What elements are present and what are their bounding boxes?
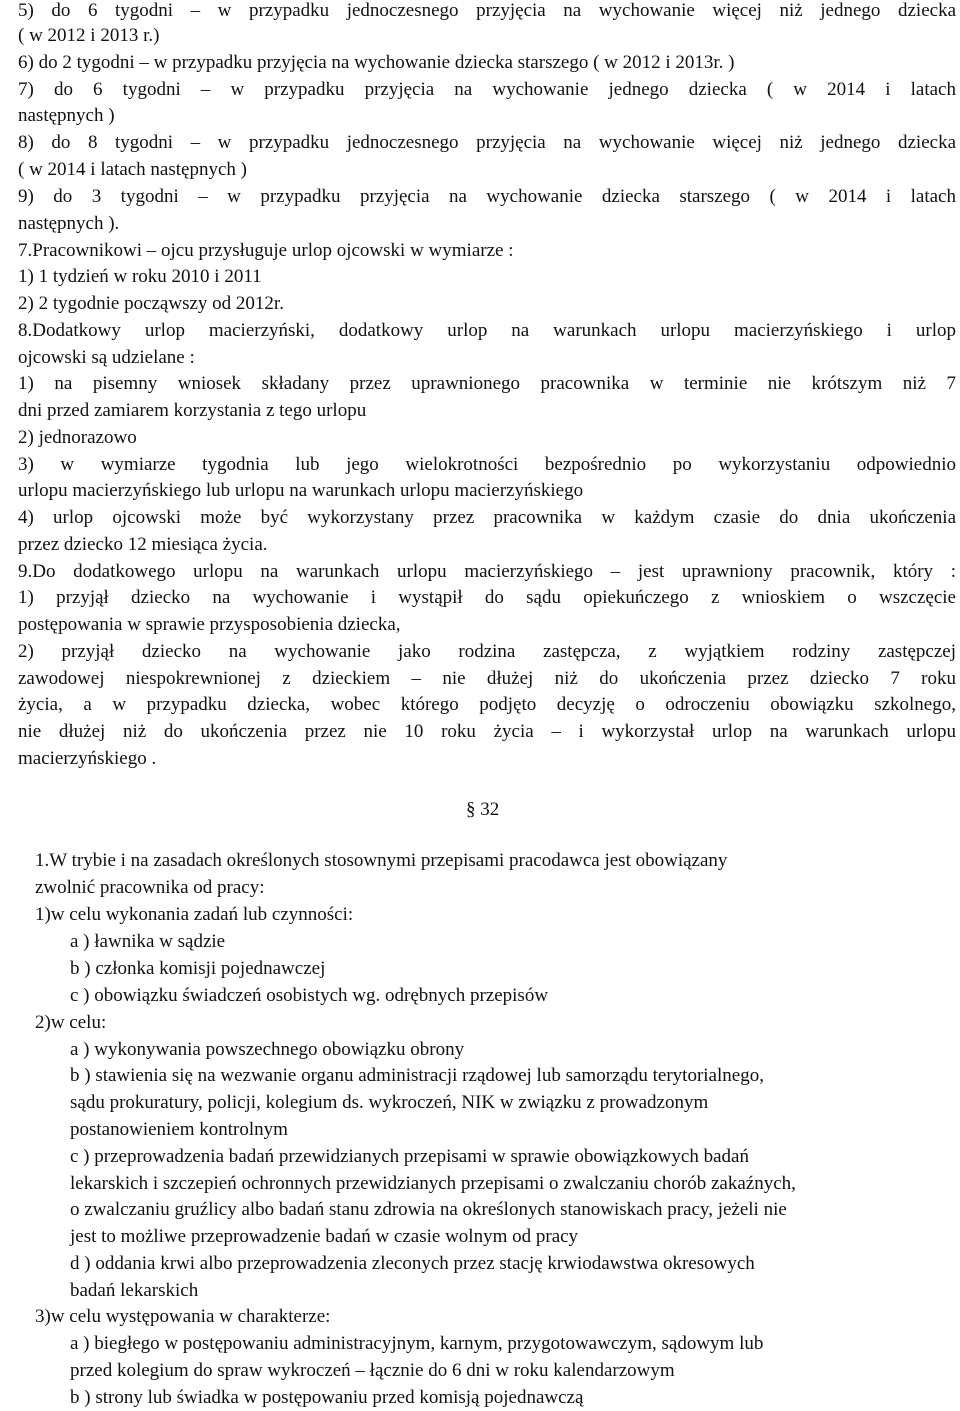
text-line: postanowieniem kontrolnym	[70, 1119, 288, 1140]
text-line: b ) strony lub świadka w postępowaniu przed komisją pojednawczą	[70, 1387, 584, 1408]
text-line: 1)w celu wykonania zadań lub czynności:	[35, 904, 354, 925]
text-line: postępowania w sprawie przysposobienia dziecka,	[18, 614, 401, 635]
text-line: 8) do 8 tygodni – w przypadku jednoczesnego przyjęcia na wychowanie więcej niż jednego dziecka	[18, 132, 956, 153]
text-line: nie dłużej niż do ukończenia przez nie 10 roku życia – i wykorzystał urlop na warunkach urlopu	[18, 721, 956, 742]
text-line: zawodowej niespokrewnionej z dzieckiem – nie dłużej niż do ukończenia przez dziecko 7 roku	[18, 668, 956, 689]
text-line: b ) członka komisji pojednawczej	[70, 958, 326, 979]
text-line: 4) urlop ojcowski może być wykorzystany przez pracownika w każdym czasie do dnia ukończenia	[18, 507, 956, 528]
text-line: ojcowski są udzielane :	[18, 347, 195, 368]
text-line: ( w 2012 i 2013 r.)	[18, 25, 160, 46]
text-line: 1) na pisemny wniosek składany przez uprawnionego pracownika w terminie nie krótszym niż 7	[18, 373, 956, 394]
text-line: d ) oddania krwi albo przeprowadzenia zleconych przez stację krwiodawstwa okresowych	[70, 1253, 755, 1274]
text-line: badań lekarskich	[70, 1280, 199, 1301]
text-line: a ) ławnika w sądzie	[70, 931, 226, 952]
text-line: 6) do 2 tygodni – w przypadku przyjęcia na wychowanie dziecka starszego ( w 2012 i 2013r. )	[18, 52, 735, 73]
text-line: a ) wykonywania powszechnego obowiązku obrony	[70, 1039, 465, 1060]
text-line: 2) 2 tygodnie począwszy od 2012r.	[18, 293, 284, 314]
text-line: 3) w wymiarze tygodnia lub jego wielokrotności bezpośrednio po wykorzystaniu odpowiednio	[18, 454, 956, 475]
text-line: 1.W trybie i na zasadach określonych stosownymi przepisami pracodawca jest obowiązany	[35, 850, 728, 871]
text-line: 7.Pracownikowi – ojcu przysługuje urlop ojcowski w wymiarze :	[18, 240, 514, 261]
text-line: o zwalczaniu gruźlicy albo badań stanu zdrowia na określonych stanowiskach pracy, jeżeli nie	[70, 1199, 787, 1220]
text-line: 9.Do dodatkowego urlopu na warunkach urlopu macierzyńskiego – jest uprawniony pracownik, który :	[18, 561, 956, 582]
text-line: sądu prokuratury, policji, kolegium ds. wykroczeń, NIK w związku z prowadzonym	[70, 1092, 709, 1113]
text-line: 8.Dodatkowy urlop macierzyński, dodatkowy urlop na warunkach urlopu macierzyńskiego i urlop	[18, 320, 956, 341]
text-line: c ) obowiązku świadczeń osobistych wg. odrębnych przepisów	[70, 985, 549, 1006]
text-line: dni przed zamiarem korzystania z tego urlopu	[18, 400, 367, 421]
text-line: jest to możliwe przeprowadzenie badań w czasie wolnym od pracy	[70, 1226, 579, 1247]
text-line: ( w 2014 i latach następnych )	[18, 159, 247, 180]
text-line: macierzyńskiego .	[18, 748, 157, 769]
text-line: 7) do 6 tygodni – w przypadku przyjęcia na wychowanie jednego dziecka ( w 2014 i latach	[18, 79, 956, 100]
text-line: życia, a w przypadku dziecka, wobec którego podjęto decyzję o odroczeniu obowiązku szkolnego,	[18, 694, 956, 715]
section-heading: § 32	[466, 799, 500, 820]
text-line: 2)w celu:	[35, 1012, 107, 1033]
text-line: następnych ).	[18, 213, 120, 234]
text-line: c ) przeprowadzenia badań przewidzianych przepisami w sprawie obowiązkowych badań	[70, 1146, 749, 1167]
text-line: zwolnić pracownika od pracy:	[35, 877, 265, 898]
text-line: przez dziecko 12 miesiąca życia.	[18, 534, 268, 555]
text-line: lekarskich i szczepień ochronnych przewidzianych przepisami o zwalczaniu chorób zakaźnych,	[70, 1173, 796, 1194]
text-line: a ) biegłego w postępowaniu administracyjnym, karnym, przygotowawczym, sądowym lub	[70, 1333, 764, 1354]
text-line: urlopu macierzyńskiego lub urlopu na warunkach urlopu macierzyńskiego	[18, 480, 584, 501]
text-line: przed kolegium do spraw wykroczeń – łącznie do 6 dni w roku kalendarzowym	[70, 1360, 675, 1381]
text-line: 3)w celu występowania w charakterze:	[35, 1306, 331, 1327]
text-line: 2) jednorazowo	[18, 427, 137, 448]
text-line: 1) przyjął dziecko na wychowanie i wystąpił do sądu opiekuńczego z wnioskiem o wszczęcie	[18, 587, 956, 608]
text-line: 2) przyjął dziecko na wychowanie jako rodzina zastępcza, z wyjątkiem rodziny zastępczej	[18, 641, 956, 662]
text-line: 1) 1 tydzień w roku 2010 i 2011	[18, 266, 262, 287]
text-line: następnych )	[18, 105, 115, 126]
text-line: 9) do 3 tygodni – w przypadku przyjęcia na wychowanie dziecka starszego ( w 2014 i latach	[18, 186, 956, 207]
text-line: b ) stawienia się na wezwanie organu administracji rządowej lub samorządu terytorialnego,	[70, 1065, 764, 1086]
text-line: 5) do 6 tygodni – w przypadku jednoczesnego przyjęcia na wychowanie więcej niż jednego dziecka	[18, 0, 956, 21]
